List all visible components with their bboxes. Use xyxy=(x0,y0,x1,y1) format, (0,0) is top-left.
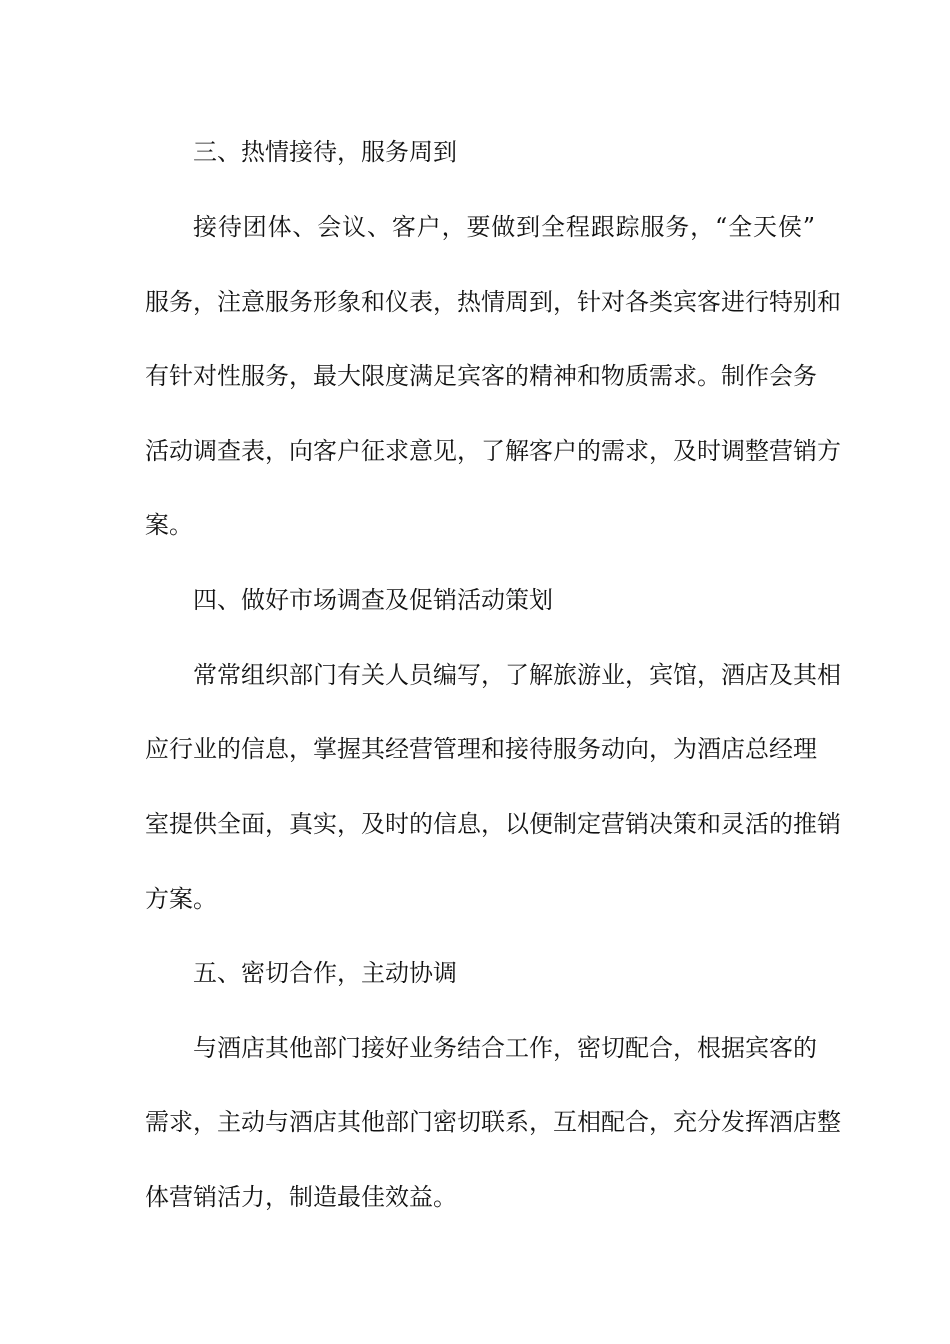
paragraph-line: 案。 xyxy=(145,511,193,539)
paragraph-line: 方案。 xyxy=(145,885,217,913)
paragraph-line: 有针对性服务，最大限度满足宾客的精神和物质需求。制作会务 xyxy=(145,362,817,390)
paragraph-line: 应行业的信息，掌握其经营管理和接待服务动向，为酒店总经理 xyxy=(145,735,817,763)
paragraph-line: 体营销活力，制造最佳效益。 xyxy=(145,1183,457,1211)
paragraph-line: 活动调查表，向客户征求意见，了解客户的需求，及时调整营销方 xyxy=(145,437,841,465)
paragraph-line: 与酒店其他部门接好业务结合工作，密切配合，根据宾客的 xyxy=(193,1034,817,1062)
paragraph-line: 室提供全面，真实，及时的信息，以便制定营销决策和灵活的推销 xyxy=(145,810,841,838)
section-heading-3: 三、热情接待，服务周到 xyxy=(193,138,457,166)
paragraph-line: 需求，主动与酒店其他部门密切联系，互相配合，充分发挥酒店整 xyxy=(145,1108,841,1136)
section-heading-4: 四、做好市场调查及促销活动策划 xyxy=(193,586,553,614)
paragraph-line: 接待团体、会议、客户，要做到全程跟踪服务，“全天侯” xyxy=(193,213,815,241)
paragraph-line: 服务，注意服务形象和仪表，热情周到，针对各类宾客进行特别和 xyxy=(145,288,841,316)
section-heading-5: 五、密切合作，主动协调 xyxy=(193,959,457,987)
paragraph-line: 常常组织部门有关人员编写，了解旅游业，宾馆，酒店及其相 xyxy=(193,661,841,689)
